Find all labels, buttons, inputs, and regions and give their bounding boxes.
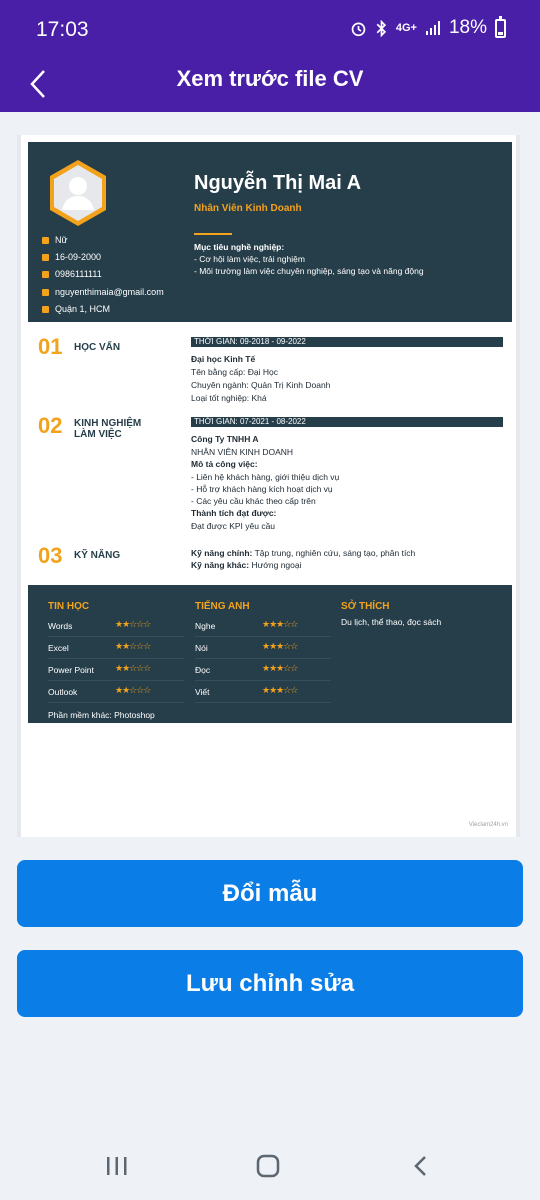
change-template-button[interactable]: Đổi mẫu [17,860,523,927]
status-icons [350,17,506,39]
battery-icon [495,19,506,38]
location-icon [42,306,49,313]
page-title: Xem trước file CV [176,66,364,91]
company-name: Công Ty TNHH A [191,434,259,444]
home-button[interactable] [248,1151,288,1181]
main-skills: Kỹ năng chính: Tập trung, nghiên cứu, sáng tạo, phân tích [191,548,416,558]
job-desc-line: - Các yêu cầu khác theo cấp trên [191,496,316,506]
phone-icon [42,271,49,278]
achievement-title: Thành tích đạt được: [191,508,277,518]
recent-apps-button[interactable] [97,1151,137,1181]
cv-name: Nguyễn Thị Mai A [194,172,362,194]
objective-line: - Môi trường làm việc chuyên nghiệp, sáng tạo và năng động [194,266,424,276]
alarm-icon [350,20,367,37]
hobby-title: SỞ THÍCH [341,601,390,612]
english-skill-row: Nói ★★★☆☆ [195,637,331,659]
english-skill-row: Viết ★★★☆☆ [195,681,331,703]
other-skills: Kỹ năng khác: Hướng ngoại [191,560,302,570]
cv-role: Nhân Viên Kinh Doanh [194,203,302,214]
star-rating: ★★★☆☆ [262,619,298,629]
english-title: TIẾNG ANH [195,601,250,612]
section-title: KINH NGHIỆM [74,418,142,429]
person-icon [42,237,49,244]
contact-email: nguyenthimaia@gmail.com [42,287,164,297]
contact-phone: 0986111111 [42,269,102,279]
bluetooth-icon [375,20,388,37]
contact-gender: Nữ [42,235,68,245]
it-skill-row: Power Point ★★☆☆☆ [48,659,184,681]
signal-icon [425,20,441,36]
section-title: LÀM VIỆC [74,429,122,440]
mail-icon [42,289,49,296]
job-position: NHÂN VIÊN KINH DOANH [191,447,294,457]
network-type: 4G+ [395,21,417,34]
education-time: THỜI GIAN: 09-2018 - 09-2022 [191,337,503,347]
education-line: Chuyên ngành: Quản Trị Kinh Doanh [191,380,331,390]
objective-title: Mục tiêu nghề nghiệp: [194,242,285,252]
section-number: 03 [38,543,63,568]
save-edit-button[interactable]: Lưu chỉnh sửa [17,950,523,1017]
star-rating: ★★★☆☆ [262,641,298,651]
star-rating: ★★☆☆☆ [115,663,151,673]
star-rating: ★★★☆☆ [262,685,298,695]
it-title: TIN HỌC [48,601,90,612]
contact-address: Quận 1, HCM [42,304,110,314]
status-bar [0,0,540,58]
watermark: Vieclam24h.vn [468,822,508,828]
it-skill-row: Words ★★☆☆☆ [48,615,184,637]
education-line: Loại tốt nghiệp: Khá [191,393,267,403]
battery-level: 18% [448,17,487,38]
divider [194,233,232,235]
contact-birthday: 16-09-2000 [42,252,101,262]
it-skill-row: Outlook ★★☆☆☆ [48,681,184,703]
section-title: KỸ NĂNG [74,550,121,561]
achievement-text: Đạt được KPI yêu cầu [191,521,276,531]
education-line: Tên bằng cấp: Đại Học [191,367,278,377]
section-number: 01 [38,334,63,359]
cv-document [28,142,512,832]
objective-line: - Cơ hội làm việc, trải nghiệm [194,254,305,264]
job-desc-line: - Hỗ trợ khách hàng kích hoạt dịch vụ [191,484,333,494]
english-skill-row: Nghe ★★★☆☆ [195,615,331,637]
recent-apps-icon [106,1156,128,1176]
section-number: 02 [38,413,63,438]
system-back-button[interactable] [400,1151,440,1181]
star-rating: ★★☆☆☆ [115,685,151,695]
system-nav-bar [0,1131,540,1200]
cv-footer [28,585,512,723]
school-name: Đại học Kinh Tế [191,354,256,364]
experience-time: THỜI GIAN: 07-2021 - 08-2022 [191,417,503,427]
app-bar [0,58,540,112]
avatar-icon [48,158,108,228]
star-rating: ★★☆☆☆ [115,641,151,651]
job-desc-line: - Liên hệ khách hàng, giới thiệu dịch vụ [191,472,340,482]
star-rating: ★★★☆☆ [262,663,298,673]
star-rating: ★★☆☆☆ [115,619,151,629]
calendar-icon [42,254,49,261]
status-time: 17:03 [36,18,89,41]
section-title: HỌC VẤN [74,342,121,353]
job-desc-title: Mô tả công việc: [191,459,258,469]
english-skill-row: Đọc ★★★☆☆ [195,659,331,681]
back-icon [413,1155,427,1177]
hobby-text: Du lịch, thể thao, đọc sách [341,617,442,627]
it-skill-row: Excel ★★☆☆☆ [48,637,184,659]
cv-header [28,142,512,322]
home-icon [256,1154,280,1178]
other-software: Phần mềm khác: Photoshop [48,710,155,720]
